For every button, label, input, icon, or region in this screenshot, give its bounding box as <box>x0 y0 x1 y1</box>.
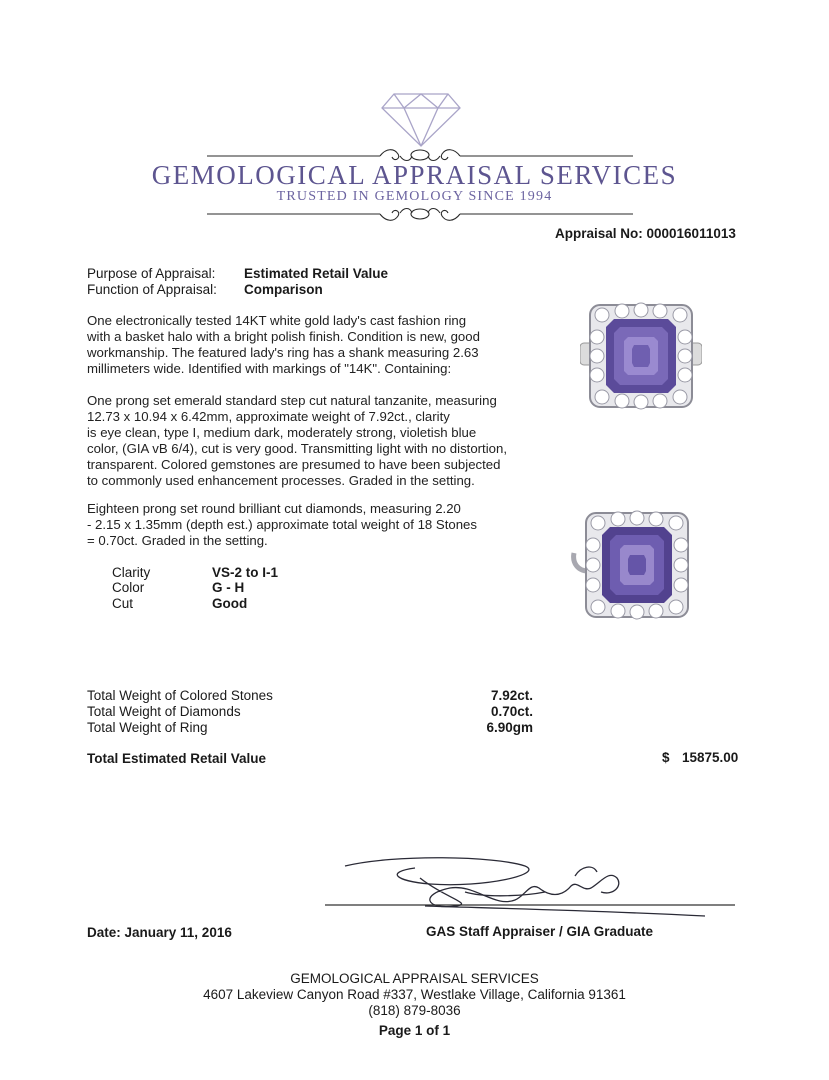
total-diamonds-value: 0.70ct. <box>490 704 533 719</box>
retail-currency: $ <box>662 750 670 765</box>
footer-company: GEMOLOGICAL APPRAISAL SERVICES <box>290 971 539 986</box>
function-value: Comparison <box>244 282 323 297</box>
description-line: transparent. Colored gemstones are presumed to have been subjected <box>87 457 501 472</box>
description-line: is eye clean, type I, medium dark, moderately strong, violetish blue <box>87 425 477 440</box>
tanzanite-description <box>87 393 537 489</box>
description-line: color, (GIA vB 6/4), cut is very good. Transmitting light with no distortion, <box>87 441 507 456</box>
footer-address: 4607 Lakeview Canyon Road #337, Westlake Village, California 91361 <box>203 987 626 1002</box>
ornament-divider-bottom <box>205 204 635 224</box>
total-colored-stones-label: Total Weight of Colored Stones <box>87 688 273 703</box>
grade-cut-value: Good <box>212 596 248 611</box>
ring-description <box>87 313 537 377</box>
purpose-label: Purpose of Appraisal: <box>87 266 216 281</box>
appraisal-number: Appraisal No: 000016011013 <box>555 226 736 241</box>
description-line: - 2.15 x 1.35mm (depth est.) approximate total weight of 18 Stones <box>87 517 477 532</box>
appraisal-date: Date: January 11, 2016 <box>87 925 232 940</box>
diamond-description <box>87 501 537 549</box>
footer-phone: (818) 879-8036 <box>368 1003 461 1018</box>
description-line: One electronically tested 14KT white gold lady's cast fashion ring <box>87 313 467 328</box>
description-line: Eighteen prong set round brilliant cut diamonds, measuring 2.20 <box>87 501 461 516</box>
description-line: One prong set emerald standard step cut natural tanzanite, measuring <box>87 393 497 408</box>
total-diamonds-label: Total Weight of Diamonds <box>87 704 241 719</box>
ring-photo-bottom <box>570 505 696 623</box>
retail-value-label: Total Estimated Retail Value <box>87 751 267 766</box>
retail-amount: 15875.00 <box>682 750 739 765</box>
company-tagline: TRUSTED IN GEMOLOGY SINCE 1994 <box>276 189 553 204</box>
function-label: Function of Appraisal: <box>87 282 217 297</box>
total-colored-stones-value: 7.92ct. <box>490 688 533 703</box>
description-line: with a basket halo with a bright polish finish. Condition is new, good <box>87 329 480 344</box>
grade-color-value: G - H <box>212 580 245 595</box>
description-line: to commonly used enhancement processes. Graded in the setting. <box>87 473 475 488</box>
diamond-logo-icon <box>380 92 462 148</box>
grade-clarity-value: VS-2 to I-1 <box>212 565 279 580</box>
description-line: workmanship. The featured lady's ring has a shank measuring 2.63 <box>87 345 479 360</box>
company-title: GEMOLOGICAL APPRAISAL SERVICES <box>151 160 678 190</box>
description-line: = 0.70ct. Graded in the setting. <box>87 533 268 548</box>
description-line: millimeters wide. Identified with markings of "14K". Containing: <box>87 361 452 376</box>
purpose-value: Estimated Retail Value <box>244 266 389 281</box>
grade-color-label: Color <box>112 580 145 595</box>
grade-cut-label: Cut <box>112 596 134 611</box>
appraiser-title: GAS Staff Appraiser / GIA Graduate <box>426 924 654 939</box>
ring-photo-top <box>580 295 702 417</box>
total-ring-weight-label: Total Weight of Ring <box>87 720 208 735</box>
grade-clarity-label: Clarity <box>112 565 151 580</box>
signature-scribble <box>325 848 735 923</box>
total-ring-weight-value: 6.90gm <box>486 720 533 735</box>
description-line: 12.73 x 10.94 x 6.42mm, approximate weight of 7.92ct., clarity <box>87 409 450 424</box>
page-number: Page 1 of 1 <box>378 1023 451 1038</box>
